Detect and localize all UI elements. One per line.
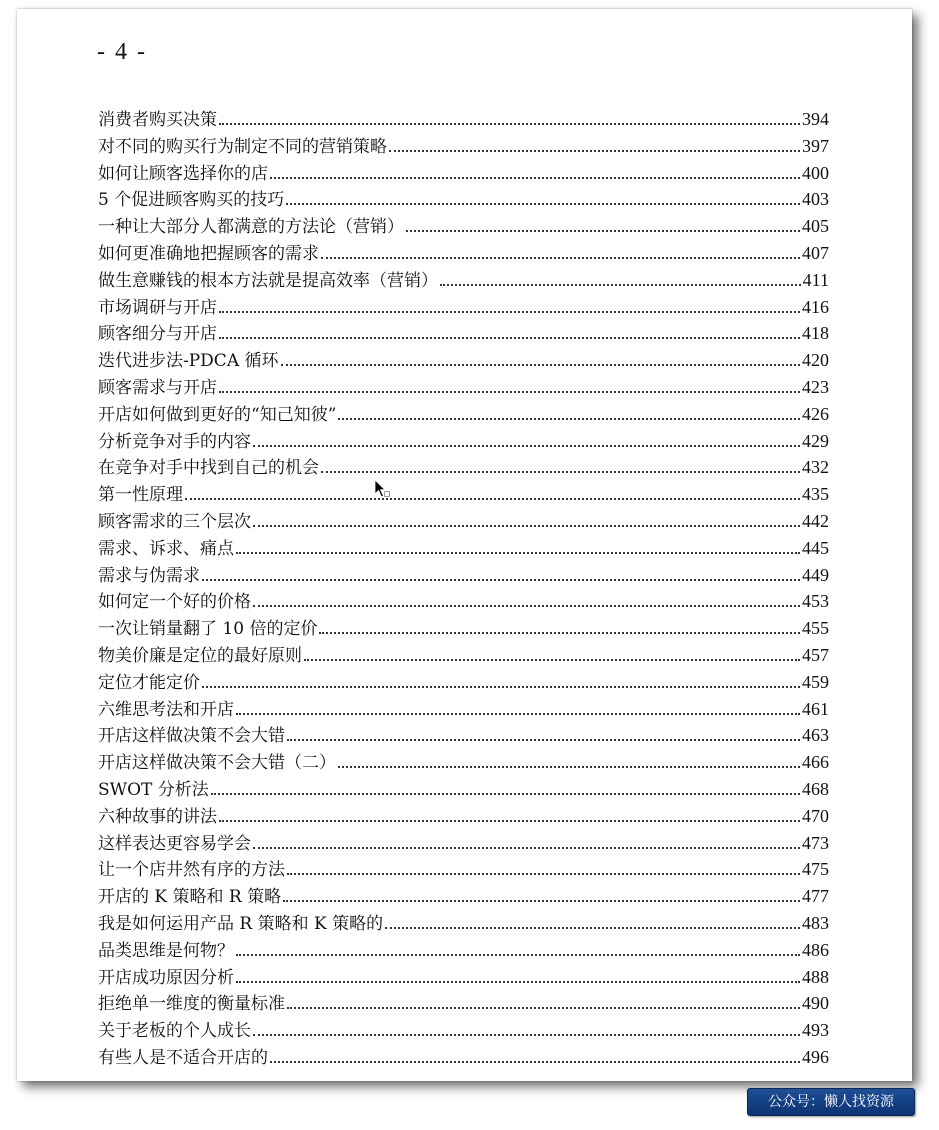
toc-dot-leader <box>338 418 800 420</box>
toc-entry-page-number: 423 <box>802 376 829 397</box>
toc-entry[interactable] <box>98 186 829 213</box>
mouse-pointer-icon <box>374 479 390 501</box>
toc-entry[interactable] <box>98 696 829 723</box>
toc-entry[interactable] <box>98 964 829 991</box>
toc-entry-page-number: 432 <box>802 457 829 478</box>
toc-entry-page-number: 466 <box>802 752 829 773</box>
toc-entry[interactable] <box>98 454 829 481</box>
toc-dot-leader <box>281 364 800 366</box>
toc-entry-title: 市场调研与开店 <box>98 297 217 318</box>
toc-entry[interactable] <box>98 669 829 696</box>
toc-entry-title: 做生意赚钱的根本方法就是提高效率（营销） <box>98 270 438 291</box>
toc-entry[interactable] <box>98 133 829 160</box>
table-of-contents <box>98 106 829 1071</box>
toc-dot-leader <box>287 739 800 741</box>
toc-entry-title: 品类思维是何物？ <box>98 940 234 961</box>
toc-entry-title: 我是如何运用产品 R 策略和 K 策略的 <box>98 913 384 934</box>
toc-entry-title: 六维思考法和开店 <box>98 699 234 720</box>
toc-entry[interactable] <box>98 294 829 321</box>
toc-entry-page-number: 449 <box>802 564 829 585</box>
toc-entry[interactable] <box>98 588 829 615</box>
toc-entry-title: 有些人是不适合开店的 <box>98 1047 268 1068</box>
toc-entry-title: 物美价廉是定位的最好原则 <box>98 645 302 666</box>
toc-entry-page-number: 496 <box>802 1046 829 1067</box>
toc-entry-page-number: 429 <box>802 430 829 451</box>
toc-entry-title: 让一个店井然有序的方法 <box>98 860 285 881</box>
toc-entry-page-number: 435 <box>802 484 829 505</box>
toc-entry[interactable] <box>98 213 829 240</box>
toc-dot-leader <box>406 230 800 232</box>
toc-entry[interactable] <box>98 749 829 776</box>
toc-entry-page-number: 397 <box>802 135 829 156</box>
toc-entry-page-number: 475 <box>802 859 829 880</box>
toc-entry-page-number: 453 <box>802 591 829 612</box>
toc-entry-page-number: 493 <box>802 1020 829 1041</box>
toc-entry-page-number: 405 <box>802 216 829 237</box>
toc-entry-title: 关于老板的个人成长 <box>98 1021 251 1042</box>
toc-dot-leader <box>236 981 800 983</box>
toc-entry-title: 一种让大部分人都满意的方法论（营销） <box>98 217 404 238</box>
toc-entry-page-number: 490 <box>802 993 829 1014</box>
toc-dot-leader <box>304 659 800 661</box>
toc-dot-leader <box>253 445 800 447</box>
toc-entry[interactable] <box>98 776 829 803</box>
page-number: - 4 - <box>97 39 147 65</box>
toc-entry-page-number: 473 <box>802 832 829 853</box>
toc-entry[interactable] <box>98 401 829 428</box>
toc-dot-leader <box>202 579 800 581</box>
toc-entry-title: 迭代进步法-PDCA 循环 <box>98 351 279 372</box>
toc-dot-leader <box>283 900 800 902</box>
toc-dot-leader <box>321 257 800 259</box>
toc-entry-page-number: 459 <box>802 671 829 692</box>
toc-entry-title: 顾客需求与开店 <box>98 377 217 398</box>
toc-dot-leader <box>286 203 800 205</box>
toc-entry-page-number: 407 <box>802 242 829 263</box>
toc-entry-page-number: 470 <box>802 805 829 826</box>
toc-dot-leader <box>236 552 800 554</box>
toc-entry-page-number: 426 <box>802 403 829 424</box>
toc-dot-leader <box>211 793 800 795</box>
watermark-badge: 公众号：懒人找资源 <box>747 1088 915 1116</box>
toc-dot-leader <box>338 766 800 768</box>
toc-entry-page-number: 468 <box>802 778 829 799</box>
toc-entry[interactable] <box>98 267 829 294</box>
toc-dot-leader <box>253 525 800 527</box>
toc-entry-title: 如何让顾客选择你的店 <box>98 163 268 184</box>
document-page <box>17 9 912 1081</box>
toc-entry-title: 需求与伪需求 <box>98 565 200 586</box>
toc-entry[interactable] <box>98 508 829 535</box>
toc-entry-page-number: 477 <box>802 886 829 907</box>
toc-entry[interactable] <box>98 1044 829 1071</box>
toc-dot-leader <box>219 311 800 313</box>
toc-entry-title: 开店这样做决策不会大错（二） <box>98 753 336 774</box>
toc-dot-leader <box>389 150 800 152</box>
toc-entry[interactable] <box>98 1017 829 1044</box>
toc-dot-leader <box>321 471 800 473</box>
toc-dot-leader <box>219 123 800 125</box>
toc-entry-title: 顾客需求的三个层次 <box>98 511 251 532</box>
toc-entry-title: 开店如何做到更好的“知己知彼” <box>98 404 337 425</box>
toc-entry[interactable] <box>98 990 829 1017</box>
toc-dot-leader <box>253 605 800 607</box>
toc-entry-title: 六种故事的讲法 <box>98 806 217 827</box>
toc-entry-page-number: 442 <box>802 510 829 531</box>
toc-entry-title: 这样表达更容易学会 <box>98 833 251 854</box>
toc-entry-page-number: 445 <box>802 537 829 558</box>
toc-entry-title: 在竞争对手中找到自己的机会 <box>98 458 319 479</box>
toc-entry-title: 对不同的购买行为制定不同的营销策略 <box>98 136 387 157</box>
toc-entry-page-number: 488 <box>802 966 829 987</box>
toc-entry-page-number: 416 <box>802 296 829 317</box>
toc-entry[interactable] <box>98 615 829 642</box>
toc-dot-leader <box>253 847 800 849</box>
toc-entry-page-number: 463 <box>802 725 829 746</box>
toc-entry-page-number: 418 <box>802 323 829 344</box>
toc-dot-leader <box>319 632 800 634</box>
toc-entry-page-number: 400 <box>802 162 829 183</box>
toc-entry[interactable] <box>98 481 829 508</box>
toc-entry-page-number: 483 <box>802 912 829 933</box>
toc-entry-title: 第一性原理 <box>98 485 183 506</box>
toc-entry-title: 如何定一个好的价格 <box>98 592 251 613</box>
toc-entry-title: 如何更准确地把握顾客的需求 <box>98 243 319 264</box>
toc-dot-leader <box>219 820 800 822</box>
toc-entry[interactable] <box>98 856 829 883</box>
toc-entry[interactable] <box>98 803 829 830</box>
toc-entry[interactable] <box>98 562 829 589</box>
toc-entry-page-number: 394 <box>802 109 829 129</box>
toc-entry-title: 开店这样做决策不会大错 <box>98 726 285 747</box>
toc-entry[interactable] <box>98 722 829 749</box>
toc-entry-title: SWOT 分析法 <box>98 779 209 800</box>
toc-dot-leader <box>253 1034 800 1036</box>
toc-entry-title: 定位才能定价 <box>98 672 200 693</box>
toc-entry[interactable] <box>98 160 829 187</box>
toc-dot-leader <box>219 391 800 393</box>
toc-entry[interactable] <box>98 830 829 857</box>
toc-entry-title: 一次让销量翻了 10 倍的定价 <box>98 619 318 640</box>
toc-entry-title: 分析竞争对手的内容 <box>98 431 251 452</box>
toc-dot-leader <box>185 498 800 500</box>
toc-entry-page-number: 411 <box>802 269 829 290</box>
toc-entry[interactable] <box>98 910 829 937</box>
toc-dot-leader <box>287 1007 800 1009</box>
toc-entry[interactable] <box>98 642 829 669</box>
toc-dot-leader <box>219 337 800 339</box>
toc-entry[interactable] <box>98 535 829 562</box>
toc-entry[interactable] <box>98 347 829 374</box>
toc-entry[interactable] <box>98 937 829 964</box>
toc-dot-leader <box>270 1061 800 1063</box>
toc-dot-leader <box>236 954 800 956</box>
toc-dot-leader <box>202 686 800 688</box>
toc-entry-title: 开店的 K 策略和 R 策略 <box>98 887 282 908</box>
toc-dot-leader <box>287 873 800 875</box>
toc-entry[interactable] <box>98 374 829 401</box>
toc-entry[interactable] <box>98 883 829 910</box>
toc-entry-page-number: 420 <box>802 350 829 371</box>
toc-dot-leader <box>270 177 800 179</box>
toc-entry-page-number: 457 <box>802 644 829 665</box>
toc-entry[interactable] <box>98 106 829 133</box>
toc-entry[interactable] <box>98 320 829 347</box>
toc-entry-page-number: 455 <box>802 618 829 639</box>
toc-entry-title: 拒绝单一维度的衡量标准 <box>98 994 285 1015</box>
toc-entry-title: 5 个促进顾客购买的技巧 <box>98 190 285 211</box>
toc-dot-leader <box>385 927 800 929</box>
toc-dot-leader <box>440 284 801 286</box>
toc-entry-page-number: 461 <box>802 698 829 719</box>
toc-entry-title: 顾客细分与开店 <box>98 324 217 345</box>
toc-entry-title: 消费者购买决策 <box>98 110 217 130</box>
toc-entry[interactable] <box>98 428 829 455</box>
toc-entry[interactable] <box>98 240 829 267</box>
toc-entry-page-number: 403 <box>802 189 829 210</box>
toc-entry-page-number: 486 <box>802 939 829 960</box>
toc-entry-title: 开店成功原因分析 <box>98 967 234 988</box>
toc-dot-leader <box>236 713 800 715</box>
toc-entry-title: 需求、诉求、痛点 <box>98 538 234 559</box>
